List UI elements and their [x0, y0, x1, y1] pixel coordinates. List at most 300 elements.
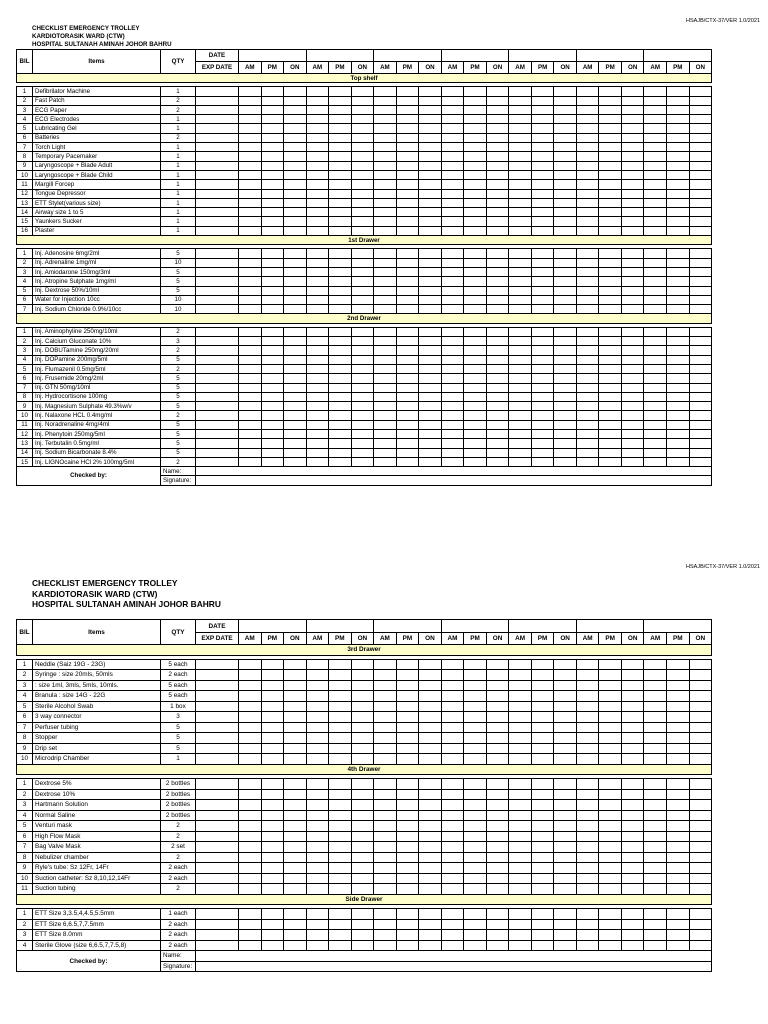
- check-cell[interactable]: [329, 810, 352, 821]
- check-cell[interactable]: [621, 383, 644, 392]
- check-cell[interactable]: [509, 842, 532, 853]
- check-cell[interactable]: [441, 143, 464, 152]
- check-cell[interactable]: [509, 258, 532, 267]
- check-cell[interactable]: [284, 170, 307, 179]
- check-cell[interactable]: [554, 392, 577, 401]
- check-cell[interactable]: [509, 133, 532, 142]
- check-cell[interactable]: [576, 701, 599, 712]
- check-cell[interactable]: [374, 884, 397, 895]
- check-cell[interactable]: [486, 420, 509, 429]
- check-cell[interactable]: [284, 691, 307, 702]
- check-cell[interactable]: [644, 105, 667, 114]
- check-cell[interactable]: [441, 909, 464, 920]
- check-cell[interactable]: [441, 124, 464, 133]
- check-cell[interactable]: [621, 143, 644, 152]
- check-cell[interactable]: [666, 810, 689, 821]
- check-cell[interactable]: [576, 930, 599, 941]
- check-cell[interactable]: [261, 180, 284, 189]
- check-cell[interactable]: [284, 402, 307, 411]
- check-cell[interactable]: [486, 198, 509, 207]
- check-cell[interactable]: [351, 831, 374, 842]
- check-cell[interactable]: [396, 161, 419, 170]
- check-cell[interactable]: [486, 821, 509, 832]
- check-cell[interactable]: [441, 115, 464, 124]
- date-cell[interactable]: [374, 620, 442, 633]
- check-cell[interactable]: [374, 115, 397, 124]
- check-cell[interactable]: [239, 133, 262, 142]
- check-cell[interactable]: [261, 374, 284, 383]
- check-cell[interactable]: [239, 884, 262, 895]
- check-cell[interactable]: [396, 842, 419, 853]
- exp-date-cell[interactable]: [196, 355, 239, 364]
- check-cell[interactable]: [284, 712, 307, 723]
- exp-date-cell[interactable]: [196, 852, 239, 863]
- check-cell[interactable]: [644, 143, 667, 152]
- check-cell[interactable]: [621, 789, 644, 800]
- exp-date-cell[interactable]: [196, 831, 239, 842]
- check-cell[interactable]: [464, 374, 487, 383]
- check-cell[interactable]: [689, 680, 712, 691]
- check-cell[interactable]: [306, 940, 329, 951]
- check-cell[interactable]: [306, 402, 329, 411]
- check-cell[interactable]: [441, 152, 464, 161]
- check-cell[interactable]: [486, 800, 509, 811]
- check-cell[interactable]: [599, 420, 622, 429]
- check-cell[interactable]: [644, 198, 667, 207]
- check-cell[interactable]: [554, 810, 577, 821]
- check-cell[interactable]: [239, 852, 262, 863]
- check-cell[interactable]: [554, 402, 577, 411]
- check-cell[interactable]: [306, 295, 329, 304]
- check-cell[interactable]: [531, 286, 554, 295]
- check-cell[interactable]: [644, 226, 667, 235]
- date-cell[interactable]: [509, 50, 577, 62]
- check-cell[interactable]: [666, 305, 689, 314]
- check-cell[interactable]: [464, 286, 487, 295]
- check-cell[interactable]: [531, 863, 554, 874]
- check-cell[interactable]: [261, 170, 284, 179]
- check-cell[interactable]: [666, 364, 689, 373]
- check-cell[interactable]: [284, 115, 307, 124]
- check-cell[interactable]: [576, 940, 599, 951]
- check-cell[interactable]: [374, 96, 397, 105]
- check-cell[interactable]: [666, 712, 689, 723]
- check-cell[interactable]: [306, 217, 329, 226]
- check-cell[interactable]: [666, 691, 689, 702]
- check-cell[interactable]: [284, 789, 307, 800]
- check-cell[interactable]: [576, 217, 599, 226]
- check-cell[interactable]: [509, 198, 532, 207]
- check-cell[interactable]: [554, 919, 577, 930]
- check-cell[interactable]: [486, 189, 509, 198]
- check-cell[interactable]: [284, 733, 307, 744]
- check-cell[interactable]: [374, 105, 397, 114]
- check-cell[interactable]: [374, 743, 397, 754]
- check-cell[interactable]: [644, 374, 667, 383]
- check-cell[interactable]: [419, 439, 442, 448]
- check-cell[interactable]: [464, 115, 487, 124]
- check-cell[interactable]: [284, 429, 307, 438]
- check-cell[interactable]: [554, 789, 577, 800]
- check-cell[interactable]: [306, 930, 329, 941]
- check-cell[interactable]: [374, 208, 397, 217]
- check-cell[interactable]: [689, 170, 712, 179]
- exp-date-cell[interactable]: [196, 884, 239, 895]
- check-cell[interactable]: [464, 722, 487, 733]
- check-cell[interactable]: [531, 258, 554, 267]
- check-cell[interactable]: [509, 295, 532, 304]
- check-cell[interactable]: [396, 457, 419, 466]
- check-cell[interactable]: [261, 810, 284, 821]
- check-cell[interactable]: [531, 143, 554, 152]
- check-cell[interactable]: [554, 873, 577, 884]
- check-cell[interactable]: [599, 691, 622, 702]
- check-cell[interactable]: [531, 355, 554, 364]
- check-cell[interactable]: [239, 842, 262, 853]
- check-cell[interactable]: [396, 831, 419, 842]
- check-cell[interactable]: [531, 152, 554, 161]
- check-cell[interactable]: [531, 701, 554, 712]
- check-cell[interactable]: [554, 691, 577, 702]
- check-cell[interactable]: [284, 457, 307, 466]
- check-cell[interactable]: [306, 267, 329, 276]
- check-cell[interactable]: [329, 364, 352, 373]
- check-cell[interactable]: [464, 267, 487, 276]
- check-cell[interactable]: [239, 831, 262, 842]
- check-cell[interactable]: [441, 810, 464, 821]
- check-cell[interactable]: [306, 821, 329, 832]
- check-cell[interactable]: [689, 919, 712, 930]
- check-cell[interactable]: [329, 701, 352, 712]
- check-cell[interactable]: [351, 364, 374, 373]
- check-cell[interactable]: [419, 691, 442, 702]
- check-cell[interactable]: [419, 754, 442, 765]
- check-cell[interactable]: [441, 96, 464, 105]
- check-cell[interactable]: [666, 680, 689, 691]
- check-cell[interactable]: [621, 457, 644, 466]
- check-cell[interactable]: [509, 789, 532, 800]
- check-cell[interactable]: [554, 754, 577, 765]
- check-cell[interactable]: [666, 392, 689, 401]
- check-cell[interactable]: [576, 105, 599, 114]
- check-cell[interactable]: [464, 305, 487, 314]
- check-cell[interactable]: [531, 402, 554, 411]
- check-cell[interactable]: [576, 161, 599, 170]
- check-cell[interactable]: [689, 198, 712, 207]
- check-cell[interactable]: [351, 305, 374, 314]
- check-cell[interactable]: [419, 115, 442, 124]
- check-cell[interactable]: [284, 884, 307, 895]
- check-cell[interactable]: [531, 800, 554, 811]
- check-cell[interactable]: [284, 930, 307, 941]
- check-cell[interactable]: [621, 691, 644, 702]
- check-cell[interactable]: [531, 180, 554, 189]
- check-cell[interactable]: [351, 930, 374, 941]
- check-cell[interactable]: [666, 115, 689, 124]
- check-cell[interactable]: [621, 884, 644, 895]
- check-cell[interactable]: [396, 411, 419, 420]
- check-cell[interactable]: [329, 863, 352, 874]
- check-cell[interactable]: [621, 189, 644, 198]
- check-cell[interactable]: [554, 448, 577, 457]
- check-cell[interactable]: [621, 800, 644, 811]
- check-cell[interactable]: [554, 863, 577, 874]
- check-cell[interactable]: [419, 448, 442, 457]
- check-cell[interactable]: [621, 821, 644, 832]
- check-cell[interactable]: [419, 295, 442, 304]
- check-cell[interactable]: [531, 161, 554, 170]
- check-cell[interactable]: [351, 800, 374, 811]
- check-cell[interactable]: [329, 327, 352, 336]
- check-cell[interactable]: [261, 930, 284, 941]
- exp-date-cell[interactable]: [196, 124, 239, 133]
- check-cell[interactable]: [599, 873, 622, 884]
- check-cell[interactable]: [329, 374, 352, 383]
- check-cell[interactable]: [486, 96, 509, 105]
- check-cell[interactable]: [464, 161, 487, 170]
- check-cell[interactable]: [689, 930, 712, 941]
- check-cell[interactable]: [329, 267, 352, 276]
- check-cell[interactable]: [284, 96, 307, 105]
- exp-date-cell[interactable]: [196, 821, 239, 832]
- exp-date-cell[interactable]: [196, 305, 239, 314]
- check-cell[interactable]: [599, 919, 622, 930]
- check-cell[interactable]: [554, 852, 577, 863]
- check-cell[interactable]: [441, 198, 464, 207]
- check-cell[interactable]: [284, 105, 307, 114]
- check-cell[interactable]: [599, 659, 622, 670]
- check-cell[interactable]: [531, 743, 554, 754]
- check-cell[interactable]: [621, 226, 644, 235]
- check-cell[interactable]: [261, 105, 284, 114]
- check-cell[interactable]: [374, 712, 397, 723]
- check-cell[interactable]: [531, 670, 554, 681]
- check-cell[interactable]: [666, 152, 689, 161]
- check-cell[interactable]: [329, 800, 352, 811]
- check-cell[interactable]: [644, 733, 667, 744]
- check-cell[interactable]: [531, 87, 554, 96]
- check-cell[interactable]: [329, 337, 352, 346]
- check-cell[interactable]: [239, 810, 262, 821]
- check-cell[interactable]: [239, 779, 262, 790]
- check-cell[interactable]: [464, 712, 487, 723]
- check-cell[interactable]: [599, 208, 622, 217]
- check-cell[interactable]: [666, 670, 689, 681]
- check-cell[interactable]: [509, 680, 532, 691]
- check-cell[interactable]: [374, 170, 397, 179]
- check-cell[interactable]: [486, 863, 509, 874]
- check-cell[interactable]: [554, 198, 577, 207]
- check-cell[interactable]: [666, 87, 689, 96]
- check-cell[interactable]: [554, 842, 577, 853]
- check-cell[interactable]: [644, 217, 667, 226]
- check-cell[interactable]: [306, 143, 329, 152]
- exp-date-cell[interactable]: [196, 712, 239, 723]
- check-cell[interactable]: [689, 884, 712, 895]
- check-cell[interactable]: [374, 152, 397, 161]
- check-cell[interactable]: [351, 940, 374, 951]
- check-cell[interactable]: [284, 754, 307, 765]
- check-cell[interactable]: [621, 337, 644, 346]
- check-cell[interactable]: [576, 733, 599, 744]
- check-cell[interactable]: [419, 124, 442, 133]
- check-cell[interactable]: [419, 286, 442, 295]
- check-cell[interactable]: [554, 411, 577, 420]
- check-cell[interactable]: [351, 411, 374, 420]
- check-cell[interactable]: [396, 821, 419, 832]
- check-cell[interactable]: [666, 754, 689, 765]
- check-cell[interactable]: [306, 152, 329, 161]
- check-cell[interactable]: [666, 930, 689, 941]
- check-cell[interactable]: [419, 374, 442, 383]
- check-cell[interactable]: [666, 940, 689, 951]
- check-cell[interactable]: [621, 96, 644, 105]
- check-cell[interactable]: [554, 124, 577, 133]
- check-cell[interactable]: [576, 873, 599, 884]
- check-cell[interactable]: [441, 842, 464, 853]
- check-cell[interactable]: [486, 884, 509, 895]
- check-cell[interactable]: [554, 383, 577, 392]
- check-cell[interactable]: [599, 940, 622, 951]
- check-cell[interactable]: [351, 919, 374, 930]
- check-cell[interactable]: [486, 152, 509, 161]
- check-cell[interactable]: [621, 87, 644, 96]
- check-cell[interactable]: [284, 411, 307, 420]
- check-cell[interactable]: [486, 124, 509, 133]
- check-cell[interactable]: [396, 909, 419, 920]
- check-cell[interactable]: [599, 411, 622, 420]
- check-cell[interactable]: [509, 884, 532, 895]
- check-cell[interactable]: [419, 170, 442, 179]
- check-cell[interactable]: [509, 327, 532, 336]
- check-cell[interactable]: [509, 743, 532, 754]
- check-cell[interactable]: [351, 457, 374, 466]
- check-cell[interactable]: [554, 701, 577, 712]
- check-cell[interactable]: [351, 680, 374, 691]
- check-cell[interactable]: [621, 842, 644, 853]
- check-cell[interactable]: [644, 189, 667, 198]
- check-cell[interactable]: [689, 743, 712, 754]
- check-cell[interactable]: [261, 295, 284, 304]
- check-cell[interactable]: [576, 208, 599, 217]
- check-cell[interactable]: [554, 115, 577, 124]
- exp-date-cell[interactable]: [196, 383, 239, 392]
- check-cell[interactable]: [351, 208, 374, 217]
- check-cell[interactable]: [441, 722, 464, 733]
- check-cell[interactable]: [419, 346, 442, 355]
- check-cell[interactable]: [441, 267, 464, 276]
- check-cell[interactable]: [239, 457, 262, 466]
- check-cell[interactable]: [554, 143, 577, 152]
- check-cell[interactable]: [644, 392, 667, 401]
- check-cell[interactable]: [419, 680, 442, 691]
- check-cell[interactable]: [351, 420, 374, 429]
- check-cell[interactable]: [306, 884, 329, 895]
- check-cell[interactable]: [306, 722, 329, 733]
- check-cell[interactable]: [576, 277, 599, 286]
- check-cell[interactable]: [329, 821, 352, 832]
- check-cell[interactable]: [621, 170, 644, 179]
- check-cell[interactable]: [599, 733, 622, 744]
- check-cell[interactable]: [464, 779, 487, 790]
- check-cell[interactable]: [419, 659, 442, 670]
- check-cell[interactable]: [239, 226, 262, 235]
- check-cell[interactable]: [644, 286, 667, 295]
- check-cell[interactable]: [531, 457, 554, 466]
- check-cell[interactable]: [464, 842, 487, 853]
- check-cell[interactable]: [621, 267, 644, 276]
- check-cell[interactable]: [486, 873, 509, 884]
- check-cell[interactable]: [239, 429, 262, 438]
- check-cell[interactable]: [486, 743, 509, 754]
- check-cell[interactable]: [531, 852, 554, 863]
- check-cell[interactable]: [689, 133, 712, 142]
- check-cell[interactable]: [261, 800, 284, 811]
- check-cell[interactable]: [396, 105, 419, 114]
- check-cell[interactable]: [621, 909, 644, 920]
- check-cell[interactable]: [329, 96, 352, 105]
- check-cell[interactable]: [666, 383, 689, 392]
- check-cell[interactable]: [284, 180, 307, 189]
- exp-date-cell[interactable]: [196, 411, 239, 420]
- check-cell[interactable]: [486, 267, 509, 276]
- check-cell[interactable]: [486, 411, 509, 420]
- check-cell[interactable]: [351, 143, 374, 152]
- check-cell[interactable]: [419, 161, 442, 170]
- check-cell[interactable]: [374, 831, 397, 842]
- check-cell[interactable]: [419, 402, 442, 411]
- check-cell[interactable]: [329, 842, 352, 853]
- exp-date-cell[interactable]: [196, 670, 239, 681]
- check-cell[interactable]: [644, 919, 667, 930]
- check-cell[interactable]: [239, 337, 262, 346]
- check-cell[interactable]: [644, 789, 667, 800]
- check-cell[interactable]: [621, 863, 644, 874]
- check-cell[interactable]: [689, 842, 712, 853]
- check-cell[interactable]: [621, 161, 644, 170]
- check-cell[interactable]: [554, 712, 577, 723]
- check-cell[interactable]: [464, 919, 487, 930]
- check-cell[interactable]: [441, 217, 464, 226]
- check-cell[interactable]: [441, 411, 464, 420]
- check-cell[interactable]: [239, 392, 262, 401]
- check-cell[interactable]: [689, 327, 712, 336]
- check-cell[interactable]: [351, 909, 374, 920]
- check-cell[interactable]: [306, 337, 329, 346]
- check-cell[interactable]: [329, 831, 352, 842]
- check-cell[interactable]: [374, 295, 397, 304]
- check-cell[interactable]: [306, 457, 329, 466]
- check-cell[interactable]: [644, 842, 667, 853]
- check-cell[interactable]: [576, 355, 599, 364]
- check-cell[interactable]: [554, 277, 577, 286]
- check-cell[interactable]: [666, 226, 689, 235]
- exp-date-cell[interactable]: [196, 249, 239, 258]
- check-cell[interactable]: [351, 712, 374, 723]
- check-cell[interactable]: [464, 217, 487, 226]
- check-cell[interactable]: [531, 337, 554, 346]
- exp-date-cell[interactable]: [196, 133, 239, 142]
- check-cell[interactable]: [284, 152, 307, 161]
- check-cell[interactable]: [396, 779, 419, 790]
- check-cell[interactable]: [419, 842, 442, 853]
- check-cell[interactable]: [351, 670, 374, 681]
- check-cell[interactable]: [419, 133, 442, 142]
- check-cell[interactable]: [531, 115, 554, 124]
- check-cell[interactable]: [306, 733, 329, 744]
- check-cell[interactable]: [666, 779, 689, 790]
- check-cell[interactable]: [666, 217, 689, 226]
